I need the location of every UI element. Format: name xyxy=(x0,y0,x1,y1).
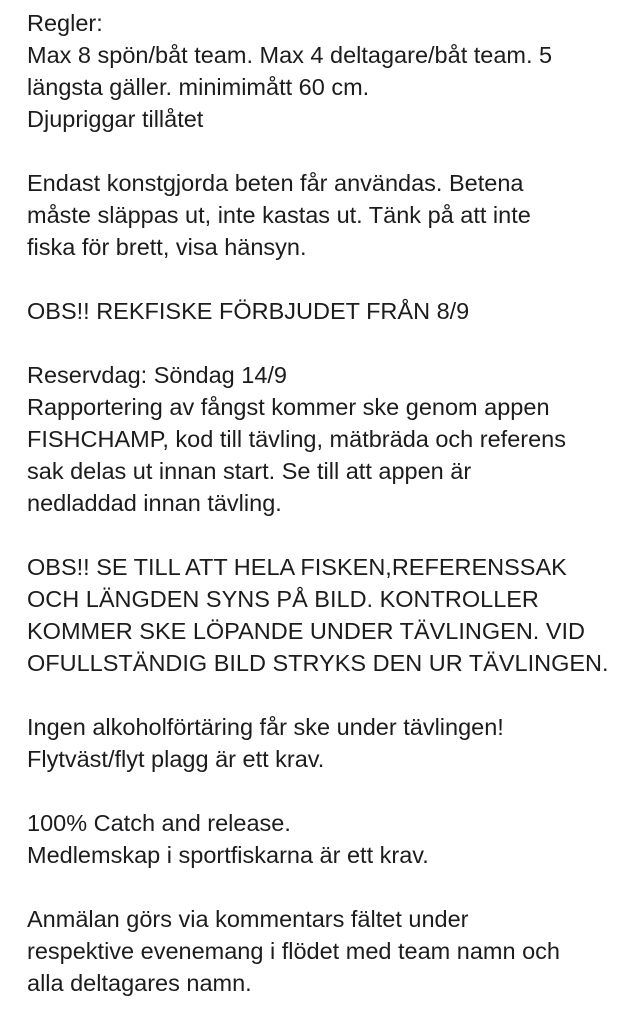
photo-rules-paragraph xyxy=(27,551,627,679)
text-line: Regler: xyxy=(27,10,103,36)
text-line: Endast konstgjorda beten får användas. Betena xyxy=(27,170,524,196)
text-line: Reservdag: Söndag 14/9 xyxy=(27,362,287,388)
text-line: nedladdad innan tävling. xyxy=(27,490,282,516)
text-line: sak delas ut innan start. Se till att appen är xyxy=(27,458,472,484)
text-line: OFULLSTÄNDIG BILD STRYKS DEN UR TÄVLINGEN. xyxy=(27,650,609,676)
text-line: 100% Catch and release. xyxy=(27,810,291,836)
text-line: Anmälan görs via kommentars fältet under xyxy=(27,906,469,932)
text-line: Rapportering av fångst kommer ske genom appen xyxy=(27,394,550,420)
text-line: Max 8 spön/båt team. Max 4 deltagare/båt team. 5 xyxy=(27,42,553,68)
text-line: OCH LÄNGDEN SYNS PÅ BILD. KONTROLLER xyxy=(27,586,539,612)
bait-paragraph xyxy=(27,167,627,263)
text-line: Ingen alkoholförtäring får ske under tävlingen! xyxy=(27,714,504,740)
text-line: längsta gäller. minimimått 60 cm. xyxy=(27,74,370,100)
text-line: måste släppas ut, inte kastas ut. Tänk på att inte xyxy=(27,202,531,228)
notice-paragraph xyxy=(27,295,627,327)
text-line: FISHCHAMP, kod till tävling, mätbräda och referens xyxy=(27,426,566,452)
signup-paragraph xyxy=(27,903,627,999)
text-line: alla deltagares namn. xyxy=(27,970,252,996)
post-body xyxy=(27,0,627,1031)
safety-paragraph xyxy=(27,711,627,775)
text-line: OBS!! SE TILL ATT HELA FISKEN,REFERENSSAK xyxy=(27,554,567,580)
reporting-paragraph xyxy=(27,359,627,519)
text-line: Djupriggar tillåtet xyxy=(27,106,204,132)
text-line: respektive evenemang i flödet med team namn och xyxy=(27,938,560,964)
text-line: Medlemskap i sportfiskarna är ett krav. xyxy=(27,842,429,868)
text-line: fiska för brett, visa hänsyn. xyxy=(27,234,307,260)
text-line: Flytväst/flyt plagg är ett krav. xyxy=(27,746,325,772)
rules-paragraph xyxy=(27,7,627,135)
text-line: OBS!! REKFISKE FÖRBJUDET FRÅN 8/9 xyxy=(27,298,470,324)
release-paragraph xyxy=(27,807,627,871)
text-line: KOMMER SKE LÖPANDE UNDER TÄVLINGEN. VID xyxy=(27,618,586,644)
